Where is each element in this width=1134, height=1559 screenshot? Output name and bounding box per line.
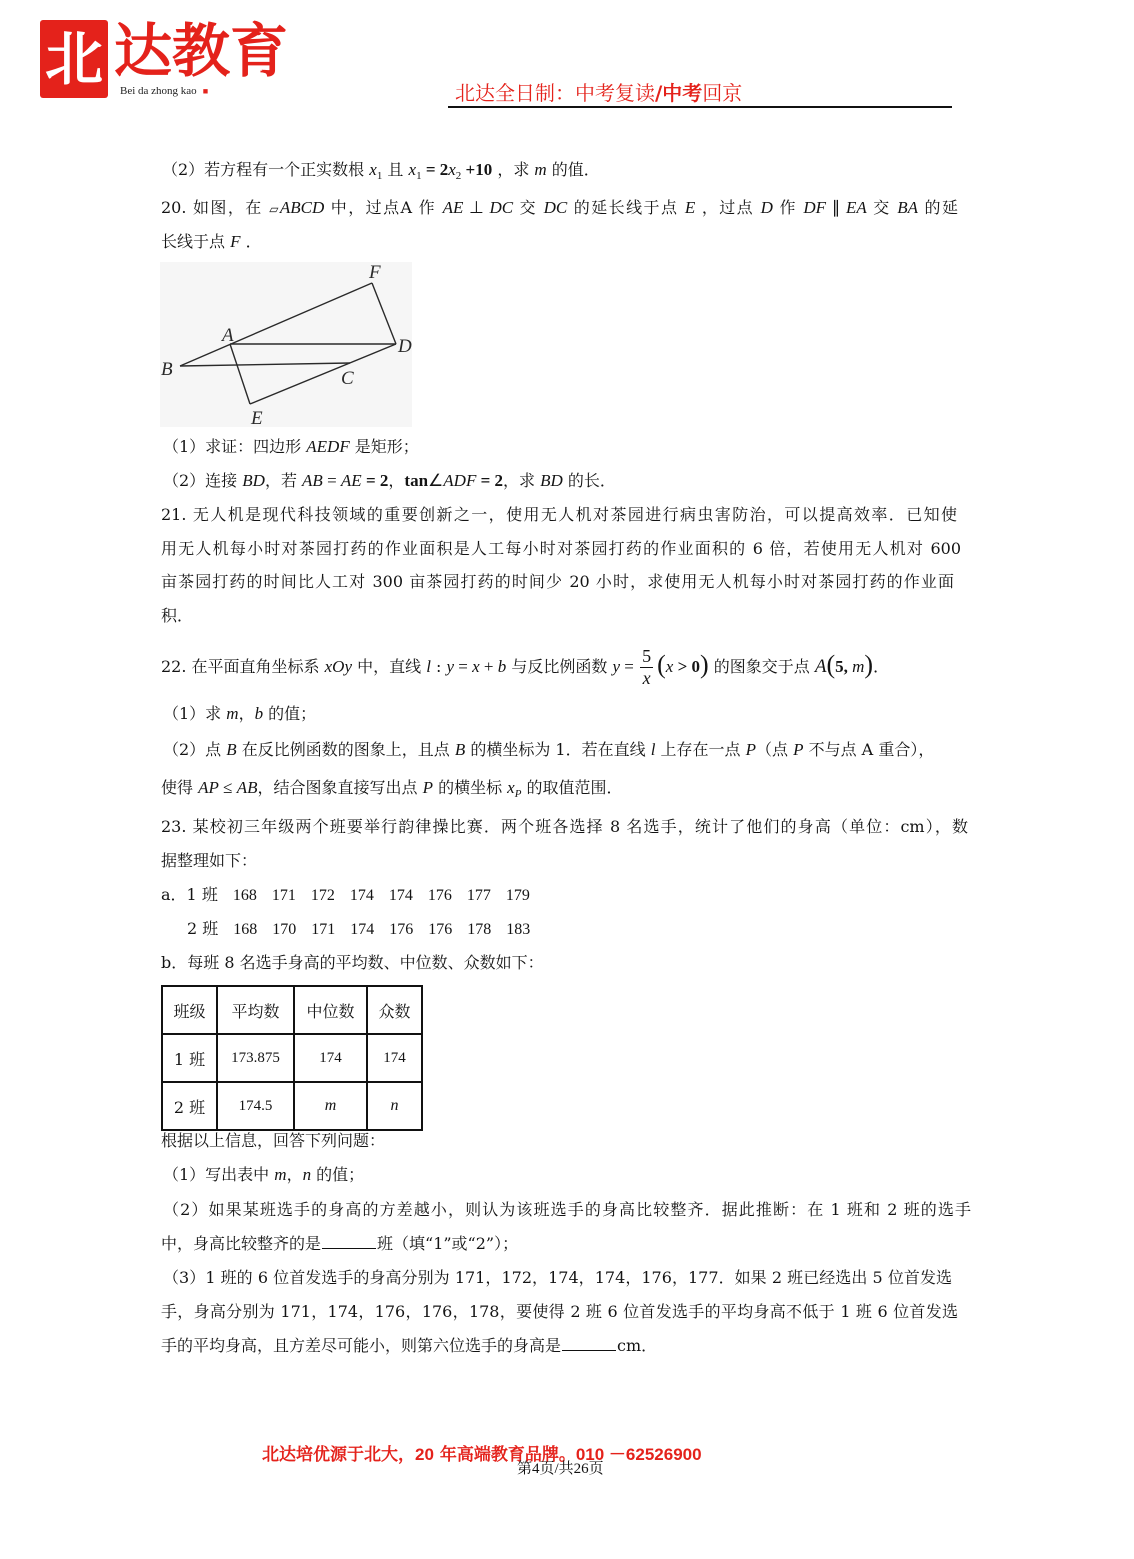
math-run: AEDF (306, 437, 350, 456)
text-run: ，求 (492, 160, 535, 179)
math-run: x (408, 160, 417, 179)
text-run: 的横坐标为 1．若在直线 (465, 740, 651, 759)
text-run: （3）1 班的 6 位首发选手的身高分别为 171，172，174，174，176，177．如果 2 班已经选出 5 位首发选 (163, 1268, 952, 1287)
q23-intro (161, 1129, 385, 1153)
math-run: D (760, 198, 773, 217)
q23-stem-line2 (161, 849, 257, 873)
label-D: D (398, 336, 412, 357)
text-run: 积． (161, 606, 194, 625)
height-value: 176 (428, 921, 453, 938)
table-cell: n (367, 1082, 422, 1130)
stats-table (161, 985, 423, 1131)
q22-part2-line2 (161, 776, 623, 800)
text-run: （1）求证：四边形 (163, 437, 307, 456)
q20-stem-line2 (161, 230, 262, 254)
page-number: 第4页/共26页 (517, 1461, 604, 1477)
answer-blank (322, 1233, 376, 1249)
answer-blank (562, 1335, 616, 1351)
q23-part3-line2 (161, 1300, 958, 1324)
math-run: ⊥ (463, 198, 490, 217)
q21-line2 (161, 537, 961, 561)
text-run: 23. 某校初三年级两个班要举行韵律操比赛．两个班各选择 8 名选手，统计了他们的身高（单位：cm），数 (161, 817, 968, 836)
math-run: n (302, 1165, 312, 1184)
math-run: = (322, 471, 341, 490)
table-row (162, 1034, 422, 1082)
text-run: b．每班 8 名选手身高的平均数、中位数、众数如下： (161, 953, 544, 972)
math-run: = (454, 657, 473, 676)
q23-data-class1 (161, 883, 530, 907)
header-title-b: /中考 (655, 81, 703, 105)
table-header-cell: 班级 (162, 986, 217, 1034)
height-value: 172 (310, 887, 335, 904)
fraction-numerator: 5 (642, 646, 652, 666)
math-run: l (650, 740, 656, 759)
text-run: 20. 如图，在 (161, 198, 270, 217)
line-AE (230, 344, 250, 404)
math-run: tan (404, 471, 429, 490)
math-run: = 2 (476, 471, 504, 490)
height-value: 176 (427, 887, 452, 904)
text-run: 用无人机每小时对茶园打药的作业面积是人工每小时对茶园打药的作业面积的 6 倍，若使用无人机对 600 (161, 539, 961, 558)
math-run: BA (897, 198, 918, 217)
text-run: （1）写出表中 (163, 1165, 275, 1184)
text-run: 交 (513, 198, 544, 217)
math-run: b (497, 657, 507, 676)
parallelogram-figure (160, 262, 412, 427)
math-run: = (620, 657, 639, 676)
table-header-cell: 平均数 (217, 986, 294, 1034)
text-run: ． (873, 657, 890, 676)
q23-part2-line1 (163, 1198, 971, 1222)
math-run: ≤ (218, 778, 237, 797)
math-run: P (422, 778, 433, 797)
text-run: 与反比例函数 (506, 657, 613, 676)
math-run: = 2 (361, 471, 389, 490)
q23-stem-line1 (161, 815, 968, 839)
q23-b-line (161, 951, 544, 975)
math-run: AE (442, 198, 464, 217)
table-header-row (162, 986, 422, 1034)
math-run: x (472, 657, 480, 676)
label-B: B (161, 359, 173, 380)
q20-stem-line1 (161, 196, 958, 220)
height-value: 174 (349, 887, 374, 904)
square-icon: ■ (202, 86, 209, 96)
text-run: : (430, 657, 447, 676)
math-run: = 2 (421, 160, 449, 179)
fraction (640, 646, 653, 689)
math-run: m (274, 1165, 287, 1184)
text-run: 中，身高比较整齐的是 (161, 1234, 322, 1253)
table-cell: 174 (367, 1034, 422, 1082)
height-value: 176 (389, 921, 414, 938)
table-cell: 2 班 (162, 1082, 217, 1130)
line-BC (180, 363, 350, 366)
math-run: ) (864, 650, 874, 679)
table-cell: 1 班 (162, 1034, 217, 1082)
text-run: 的横坐标 (432, 778, 508, 797)
slogan-b: 年高端教育品牌。 (433, 1445, 576, 1465)
header-title-c: 回京 (702, 81, 743, 105)
math-run: EA (845, 198, 867, 217)
math-run: B (454, 740, 466, 759)
math-run: xOy (324, 657, 352, 676)
slogan-phone: 010 －62526900 (575, 1445, 702, 1464)
math-run: BD (242, 471, 265, 490)
q23-part1 (163, 1163, 364, 1187)
math-run: E (684, 198, 696, 217)
fraction-denominator: x (640, 667, 653, 689)
math-run: ▱ (269, 202, 280, 216)
text-run: （2）连接 (163, 471, 243, 490)
math-run: > 0 (673, 657, 700, 676)
math-run: P (793, 740, 804, 759)
text-run: ， (388, 471, 405, 490)
math-run: 1 (376, 170, 383, 182)
logo-mark (40, 20, 108, 98)
text-run: 在反比例函数的图象上，且点 (236, 740, 455, 759)
text-run: 中，过点A 作 (324, 198, 443, 217)
text-run: 据整理如下： (161, 851, 258, 870)
math-run: m (226, 704, 239, 723)
height-value: 179 (505, 887, 530, 904)
height-value: 183 (506, 921, 531, 938)
text-run: 的延长线于点 (567, 198, 685, 217)
text-run: 的取值范围． (521, 778, 623, 797)
math-run: ( (826, 650, 836, 679)
text-run: （1）求 (163, 704, 227, 723)
text-run: （2）点 (163, 740, 227, 759)
text-run: ，结合图象直接写出点 (257, 778, 423, 797)
text-run: cm． (617, 1336, 658, 1355)
math-run: b (254, 704, 264, 723)
text-run: ， (286, 1165, 303, 1184)
height-value: 170 (272, 921, 297, 938)
table-cell: 174 (294, 1034, 367, 1082)
q21-line4 (161, 604, 193, 628)
brand-pinyin (120, 83, 208, 99)
table-cell: m (294, 1082, 367, 1130)
math-run: AB (302, 471, 323, 490)
q21-line1 (161, 503, 957, 527)
line-FD (372, 283, 396, 344)
math-run: 5, (835, 657, 853, 676)
math-run: P (745, 740, 757, 759)
label-E: E (251, 408, 263, 427)
math-run: A (814, 656, 827, 677)
q22-part1 (163, 702, 316, 726)
text-run: 22. 在平面直角坐标系 (161, 657, 325, 676)
math-run: y (446, 657, 455, 676)
header-divider (448, 106, 952, 108)
math-run: ADF (443, 471, 477, 490)
math-run: l (426, 657, 431, 676)
text-run: 根据以上信息，回答下列问题： (161, 1131, 386, 1150)
height-value: 177 (466, 887, 491, 904)
text-run: ，过点 (695, 198, 761, 217)
line-DE (250, 344, 396, 404)
footer-slogan (262, 1443, 702, 1467)
height-value: 171 (311, 921, 336, 938)
height-value: 171 (271, 887, 296, 904)
text-run: ，求 (503, 471, 541, 490)
logo-char: 北 (44, 25, 103, 93)
table-cell: 173.875 (217, 1034, 294, 1082)
math-run: ∠ (428, 471, 444, 490)
height-value: 168 (233, 921, 258, 938)
height-value: 174 (388, 887, 413, 904)
table-header-cell: 中位数 (294, 986, 367, 1034)
math-run: AE (340, 471, 362, 490)
text-run: 长线于点 (161, 232, 231, 251)
q21-line3 (161, 570, 954, 594)
text-run: 交 (866, 198, 898, 217)
text-run: 手，身高分别为 171，174，176，176，178，要使得 2 班 6 位首发选手的平均身高不低于 1 班 6 位首发选 (161, 1302, 958, 1321)
math-run: x (665, 657, 674, 676)
text-run: 作 (772, 198, 804, 217)
text-run: 且 (382, 160, 409, 179)
text-run: 的值； (311, 1165, 365, 1184)
math-run: y (612, 657, 620, 676)
table-header-cell: 众数 (367, 986, 422, 1034)
q20-part2 (163, 469, 616, 493)
math-run: DF (803, 198, 827, 217)
pinyin-text: Bei da zhong kao (120, 85, 197, 97)
label-A: A (222, 325, 234, 346)
q20-part1 (163, 435, 419, 459)
header-title (455, 80, 742, 106)
height-value: 174 (350, 921, 375, 938)
q23-part3-line3 (161, 1334, 657, 1358)
text-run: 的延 (918, 198, 958, 217)
math-run: BD (540, 471, 563, 490)
text-run: 21. 无人机是现代科技领域的重要创新之一，使用无人机对茶园进行病虫害防治，可以提高效率．已知使 (161, 505, 957, 524)
math-run: m (852, 657, 865, 676)
brand-name: 达教育 (114, 17, 289, 85)
text-run: 的值； (263, 704, 317, 723)
q22-stem (161, 639, 889, 689)
height-value: 178 (467, 921, 492, 938)
math-run: DC (489, 198, 514, 217)
text-run: 手的平均身高，且方差尽可能小，则第六位选手的身高是 (161, 1336, 562, 1355)
height-value: 168 (232, 887, 257, 904)
text-run: 的值． (546, 160, 600, 179)
q23-data-class2 (187, 917, 530, 941)
table-row (162, 1082, 422, 1130)
text-run: 不与点 A 重合）， (803, 740, 935, 759)
text-run: 上存在一点 (655, 740, 746, 759)
text-run: （2）若方程有一个正实数根 (162, 160, 370, 179)
q23-part2-line2 (161, 1232, 518, 1256)
text-run: 使得 (161, 778, 199, 797)
math-run: +10 (461, 160, 493, 179)
slogan-a: 北达培优源于北大， (262, 1445, 415, 1465)
math-run: ∥ (826, 198, 846, 217)
q22-part2-line1 (163, 738, 934, 762)
math-run: x (369, 160, 377, 179)
math-run: AP (198, 778, 219, 797)
text-run: 班（填“1”或“2”）； (377, 1234, 519, 1253)
text-run: （2）如果某班选手的身高的方差越小，则认为该班选手的身高比较整齐．据此推断：在 1 班和 2 班的选手 (163, 1200, 971, 1219)
class2-name: 2 班 (187, 919, 219, 938)
line-BF (180, 283, 372, 366)
slogan-year: 20 (415, 1445, 434, 1464)
text-run: 的图象交于点 (708, 657, 815, 676)
math-run: AB (236, 778, 258, 797)
math-run: x (507, 778, 515, 797)
text-run: 的长． (562, 471, 616, 490)
math-run: F (230, 232, 241, 251)
text-run: 中，直线 (352, 657, 427, 676)
text-run: ，若 (264, 471, 303, 490)
math-run: ) (700, 650, 709, 679)
math-run: ABCD (279, 198, 325, 217)
math-run: 2 (455, 170, 462, 182)
math-run: 1 (416, 170, 422, 182)
table-cell: 174.5 (217, 1082, 294, 1130)
text-run: 亩茶园打药的时间比人工对 300 亩茶园打药的时间少 20 小时，求使用无人机每小时对茶园打药的作业面 (161, 572, 954, 591)
q19-part2 (162, 158, 600, 182)
q23-part3-line1 (163, 1266, 952, 1290)
math-run: m (534, 160, 547, 179)
label-F: F (369, 262, 381, 283)
data-a-label: a． (161, 885, 187, 904)
math-run: ( (657, 650, 666, 679)
math-run: P (514, 788, 522, 800)
math-run: x (448, 160, 456, 179)
text-run: （点 (756, 740, 794, 759)
math-run: DC (543, 198, 568, 217)
text-run: ， (238, 704, 255, 723)
math-run: + (479, 657, 498, 676)
label-C: C (341, 368, 354, 389)
text-run: 是矩形； (349, 437, 419, 456)
text-run: ． (240, 232, 262, 251)
class1-name: 1 班 (186, 885, 218, 904)
header-title-a: 北达全日制：中考复读 (455, 81, 655, 105)
math-run: B (226, 740, 237, 759)
